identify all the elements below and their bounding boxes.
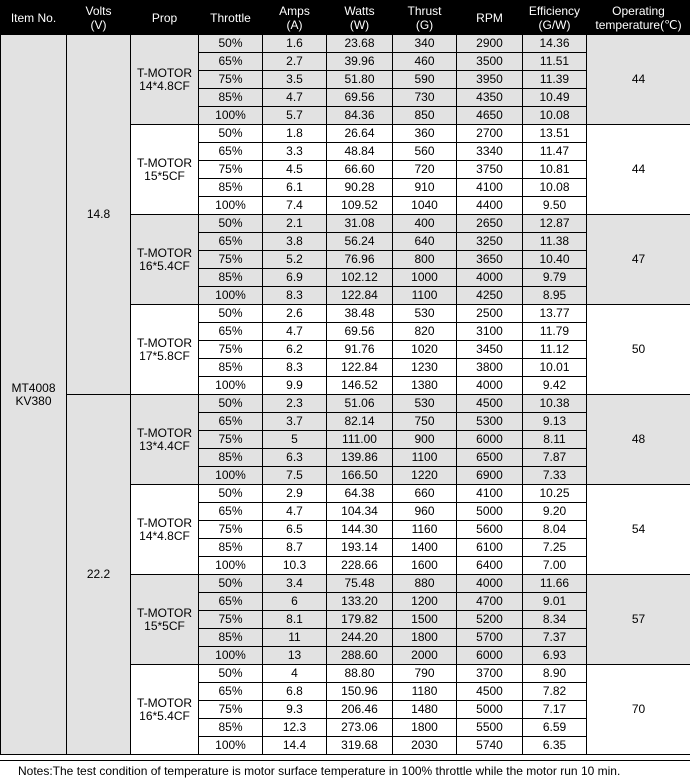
- volts-cell: 22.2: [67, 395, 131, 755]
- thrust-cell: 1160: [393, 521, 457, 539]
- amps-cell: 4.7: [263, 89, 327, 107]
- throttle-cell: 85%: [199, 539, 263, 557]
- table-body: [1, 35, 690, 755]
- efficiency-cell: 8.04: [523, 521, 587, 539]
- thrust-cell: 400: [393, 215, 457, 233]
- amps-cell: 5: [263, 431, 327, 449]
- watts-cell: 76.96: [327, 251, 393, 269]
- amps-cell: 4: [263, 665, 327, 683]
- throttle-cell: 100%: [199, 737, 263, 755]
- throttle-cell: 65%: [199, 233, 263, 251]
- amps-cell: 11: [263, 629, 327, 647]
- watts-cell: 319.68: [327, 737, 393, 755]
- thrust-cell: 360: [393, 125, 457, 143]
- amps-cell: 2.3: [263, 395, 327, 413]
- watts-cell: 111.00: [327, 431, 393, 449]
- throttle-cell: 85%: [199, 719, 263, 737]
- throttle-cell: 85%: [199, 629, 263, 647]
- rpm-cell: 4100: [457, 179, 523, 197]
- efficiency-cell: 9.50: [523, 197, 587, 215]
- rpm-cell: 4700: [457, 593, 523, 611]
- thrust-cell: 590: [393, 71, 457, 89]
- temperature-cell: 54: [587, 485, 690, 575]
- rpm-cell: 4650: [457, 107, 523, 125]
- rpm-cell: 3250: [457, 233, 523, 251]
- rpm-cell: 3650: [457, 251, 523, 269]
- watts-cell: 206.46: [327, 701, 393, 719]
- watts-cell: 82.14: [327, 413, 393, 431]
- thrust-cell: 530: [393, 305, 457, 323]
- model-cell: MT4008 KV380: [1, 35, 67, 755]
- throttle-cell: 100%: [199, 287, 263, 305]
- amps-cell: 8.3: [263, 287, 327, 305]
- header-watts: Watts (W): [327, 1, 393, 35]
- rpm-cell: 6000: [457, 431, 523, 449]
- amps-cell: 4.7: [263, 323, 327, 341]
- amps-cell: 13: [263, 647, 327, 665]
- watts-cell: 38.48: [327, 305, 393, 323]
- thrust-cell: 900: [393, 431, 457, 449]
- watts-cell: 273.06: [327, 719, 393, 737]
- rpm-cell: 3450: [457, 341, 523, 359]
- amps-cell: 6.1: [263, 179, 327, 197]
- throttle-cell: 85%: [199, 269, 263, 287]
- thrust-cell: 660: [393, 485, 457, 503]
- efficiency-cell: 11.12: [523, 341, 587, 359]
- thrust-cell: 1040: [393, 197, 457, 215]
- thrust-cell: 800: [393, 251, 457, 269]
- thrust-cell: 2000: [393, 647, 457, 665]
- thrust-cell: 960: [393, 503, 457, 521]
- rpm-cell: 4400: [457, 197, 523, 215]
- efficiency-cell: 7.87: [523, 449, 587, 467]
- efficiency-cell: 13.51: [523, 125, 587, 143]
- throttle-cell: 65%: [199, 503, 263, 521]
- thrust-cell: 460: [393, 53, 457, 71]
- watts-cell: 146.52: [327, 377, 393, 395]
- amps-cell: 2.6: [263, 305, 327, 323]
- rpm-cell: 3340: [457, 143, 523, 161]
- throttle-cell: 75%: [199, 71, 263, 89]
- thrust-cell: 1230: [393, 359, 457, 377]
- amps-cell: 6.2: [263, 341, 327, 359]
- rpm-cell: 2500: [457, 305, 523, 323]
- efficiency-cell: 10.01: [523, 359, 587, 377]
- amps-cell: 9.3: [263, 701, 327, 719]
- throttle-cell: 85%: [199, 449, 263, 467]
- throttle-cell: 85%: [199, 359, 263, 377]
- thrust-cell: 1400: [393, 539, 457, 557]
- efficiency-cell: 9.01: [523, 593, 587, 611]
- amps-cell: 5.7: [263, 107, 327, 125]
- thrust-cell: 1100: [393, 449, 457, 467]
- temperature-cell: 50: [587, 305, 690, 395]
- throttle-cell: 75%: [199, 341, 263, 359]
- throttle-cell: 75%: [199, 611, 263, 629]
- throttle-cell: 65%: [199, 593, 263, 611]
- thrust-cell: 730: [393, 89, 457, 107]
- prop-cell: T-MOTOR 14*4.8CF: [131, 35, 199, 125]
- efficiency-cell: 6.93: [523, 647, 587, 665]
- efficiency-cell: 7.00: [523, 557, 587, 575]
- thrust-cell: 1220: [393, 467, 457, 485]
- watts-cell: 91.76: [327, 341, 393, 359]
- efficiency-cell: 10.08: [523, 107, 587, 125]
- watts-cell: 31.08: [327, 215, 393, 233]
- efficiency-cell: 10.25: [523, 485, 587, 503]
- watts-cell: 193.14: [327, 539, 393, 557]
- watts-cell: 39.96: [327, 53, 393, 71]
- efficiency-cell: 9.42: [523, 377, 587, 395]
- amps-cell: 10.3: [263, 557, 327, 575]
- volts-cell: 14.8: [67, 35, 131, 395]
- prop-cell: T-MOTOR 16*5.4CF: [131, 665, 199, 755]
- rpm-cell: 6500: [457, 449, 523, 467]
- thrust-cell: 1800: [393, 629, 457, 647]
- throttle-cell: 50%: [199, 575, 263, 593]
- rpm-cell: 3700: [457, 665, 523, 683]
- amps-cell: 8.7: [263, 539, 327, 557]
- thrust-cell: 880: [393, 575, 457, 593]
- watts-cell: 69.56: [327, 89, 393, 107]
- rpm-cell: 2900: [457, 35, 523, 53]
- thrust-cell: 820: [393, 323, 457, 341]
- thrust-cell: 340: [393, 35, 457, 53]
- throttle-cell: 50%: [199, 125, 263, 143]
- table-row: [1, 395, 690, 413]
- temperature-cell: 70: [587, 665, 690, 755]
- efficiency-cell: 7.25: [523, 539, 587, 557]
- rpm-cell: 5500: [457, 719, 523, 737]
- thrust-cell: 750: [393, 413, 457, 431]
- throttle-cell: 100%: [199, 557, 263, 575]
- efficiency-cell: 8.11: [523, 431, 587, 449]
- amps-cell: 3.4: [263, 575, 327, 593]
- amps-cell: 2.9: [263, 485, 327, 503]
- throttle-cell: 75%: [199, 251, 263, 269]
- throttle-cell: 50%: [199, 215, 263, 233]
- efficiency-cell: 11.79: [523, 323, 587, 341]
- throttle-cell: 50%: [199, 395, 263, 413]
- rpm-cell: 6900: [457, 467, 523, 485]
- throttle-cell: 75%: [199, 161, 263, 179]
- thrust-cell: 560: [393, 143, 457, 161]
- rpm-cell: 5000: [457, 503, 523, 521]
- table-header: [1, 1, 690, 35]
- temperature-cell: 44: [587, 35, 690, 125]
- thrust-cell: 1100: [393, 287, 457, 305]
- watts-cell: 75.48: [327, 575, 393, 593]
- throttle-cell: 50%: [199, 35, 263, 53]
- watts-cell: 109.52: [327, 197, 393, 215]
- efficiency-cell: 11.66: [523, 575, 587, 593]
- thrust-cell: 1500: [393, 611, 457, 629]
- thrust-cell: 1380: [393, 377, 457, 395]
- thrust-cell: 1600: [393, 557, 457, 575]
- header-item-no: Item No.: [1, 1, 67, 35]
- efficiency-cell: 9.20: [523, 503, 587, 521]
- efficiency-cell: 11.39: [523, 71, 587, 89]
- header-temperature: Operating temperature(℃): [587, 1, 690, 35]
- header-volts: Volts (V): [67, 1, 131, 35]
- efficiency-cell: 9.79: [523, 269, 587, 287]
- rpm-cell: 5740: [457, 737, 523, 755]
- amps-cell: 4.5: [263, 161, 327, 179]
- watts-cell: 90.28: [327, 179, 393, 197]
- header-efficiency: Efficiency (G/W): [523, 1, 587, 35]
- temperature-cell: 47: [587, 215, 690, 305]
- temperature-cell: 44: [587, 125, 690, 215]
- throttle-cell: 75%: [199, 521, 263, 539]
- throttle-cell: 100%: [199, 197, 263, 215]
- thrust-cell: 720: [393, 161, 457, 179]
- rpm-cell: 3950: [457, 71, 523, 89]
- amps-cell: 2.7: [263, 53, 327, 71]
- thrust-cell: 850: [393, 107, 457, 125]
- thrust-cell: 1200: [393, 593, 457, 611]
- temperature-cell: 48: [587, 395, 690, 485]
- header-amps: Amps (A): [263, 1, 327, 35]
- thrust-cell: 2030: [393, 737, 457, 755]
- rpm-cell: 4500: [457, 395, 523, 413]
- watts-cell: 26.64: [327, 125, 393, 143]
- amps-cell: 3.5: [263, 71, 327, 89]
- prop-cell: T-MOTOR 15*5CF: [131, 575, 199, 665]
- watts-cell: 133.20: [327, 593, 393, 611]
- rpm-cell: 4100: [457, 485, 523, 503]
- header-thrust: Thrust (G): [393, 1, 457, 35]
- amps-cell: 3.7: [263, 413, 327, 431]
- amps-cell: 6.3: [263, 449, 327, 467]
- watts-cell: 48.84: [327, 143, 393, 161]
- amps-cell: 7.5: [263, 467, 327, 485]
- thrust-cell: 790: [393, 665, 457, 683]
- prop-cell: T-MOTOR 15*5CF: [131, 125, 199, 215]
- throttle-cell: 65%: [199, 143, 263, 161]
- efficiency-cell: 7.33: [523, 467, 587, 485]
- watts-cell: 179.82: [327, 611, 393, 629]
- rpm-cell: 5300: [457, 413, 523, 431]
- throttle-cell: 65%: [199, 323, 263, 341]
- watts-cell: 139.86: [327, 449, 393, 467]
- amps-cell: 8.3: [263, 359, 327, 377]
- rpm-cell: 4000: [457, 575, 523, 593]
- watts-cell: 88.80: [327, 665, 393, 683]
- efficiency-cell: 10.40: [523, 251, 587, 269]
- watts-cell: 104.34: [327, 503, 393, 521]
- throttle-cell: 85%: [199, 89, 263, 107]
- watts-cell: 66.60: [327, 161, 393, 179]
- header-throttle: Throttle: [199, 1, 263, 35]
- table-row: [1, 35, 690, 53]
- amps-cell: 6.8: [263, 683, 327, 701]
- amps-cell: 3.3: [263, 143, 327, 161]
- watts-cell: 102.12: [327, 269, 393, 287]
- amps-cell: 4.7: [263, 503, 327, 521]
- watts-cell: 122.84: [327, 359, 393, 377]
- efficiency-cell: 11.38: [523, 233, 587, 251]
- efficiency-cell: 10.38: [523, 395, 587, 413]
- amps-cell: 1.8: [263, 125, 327, 143]
- rpm-cell: 6000: [457, 647, 523, 665]
- watts-cell: 228.66: [327, 557, 393, 575]
- watts-cell: 51.06: [327, 395, 393, 413]
- efficiency-cell: 10.08: [523, 179, 587, 197]
- rpm-cell: 5700: [457, 629, 523, 647]
- thrust-cell: 1020: [393, 341, 457, 359]
- thrust-cell: 1000: [393, 269, 457, 287]
- throttle-cell: 85%: [199, 179, 263, 197]
- watts-cell: 23.68: [327, 35, 393, 53]
- throttle-cell: 50%: [199, 665, 263, 683]
- amps-cell: 14.4: [263, 737, 327, 755]
- amps-cell: 6.9: [263, 269, 327, 287]
- efficiency-cell: 8.34: [523, 611, 587, 629]
- throttle-cell: 65%: [199, 53, 263, 71]
- prop-cell: T-MOTOR 14*4.8CF: [131, 485, 199, 575]
- thrust-cell: 640: [393, 233, 457, 251]
- efficiency-cell: 6.35: [523, 737, 587, 755]
- rpm-cell: 5600: [457, 521, 523, 539]
- thrust-cell: 1180: [393, 683, 457, 701]
- rpm-cell: 6100: [457, 539, 523, 557]
- rpm-cell: 4000: [457, 377, 523, 395]
- throttle-cell: 50%: [199, 305, 263, 323]
- notes-footer: Notes:The test condition of temperature is motor surface temperature in 100% throttle while the motor run 10 min.: [0, 760, 690, 780]
- throttle-cell: 100%: [199, 107, 263, 125]
- watts-cell: 56.24: [327, 233, 393, 251]
- amps-cell: 9.9: [263, 377, 327, 395]
- efficiency-cell: 10.49: [523, 89, 587, 107]
- amps-cell: 8.1: [263, 611, 327, 629]
- thrust-cell: 910: [393, 179, 457, 197]
- watts-cell: 69.56: [327, 323, 393, 341]
- throttle-cell: 75%: [199, 431, 263, 449]
- prop-cell: T-MOTOR 17*5.8CF: [131, 305, 199, 395]
- amps-cell: 7.4: [263, 197, 327, 215]
- amps-cell: 5.2: [263, 251, 327, 269]
- throttle-cell: 100%: [199, 647, 263, 665]
- efficiency-cell: 9.13: [523, 413, 587, 431]
- rpm-cell: 2700: [457, 125, 523, 143]
- watts-cell: 122.84: [327, 287, 393, 305]
- efficiency-cell: 14.36: [523, 35, 587, 53]
- prop-cell: T-MOTOR 13*4.4CF: [131, 395, 199, 485]
- header-prop: Prop: [131, 1, 199, 35]
- rpm-cell: 3800: [457, 359, 523, 377]
- efficiency-cell: 12.87: [523, 215, 587, 233]
- amps-cell: 1.6: [263, 35, 327, 53]
- amps-cell: 2.1: [263, 215, 327, 233]
- efficiency-cell: 7.37: [523, 629, 587, 647]
- watts-cell: 244.20: [327, 629, 393, 647]
- throttle-cell: 75%: [199, 701, 263, 719]
- efficiency-cell: 7.17: [523, 701, 587, 719]
- rpm-cell: 2650: [457, 215, 523, 233]
- prop-cell: T-MOTOR 16*5.4CF: [131, 215, 199, 305]
- rpm-cell: 4250: [457, 287, 523, 305]
- thrust-cell: 1480: [393, 701, 457, 719]
- rpm-cell: 3750: [457, 161, 523, 179]
- rpm-cell: 4350: [457, 89, 523, 107]
- watts-cell: 150.96: [327, 683, 393, 701]
- efficiency-cell: 7.82: [523, 683, 587, 701]
- throttle-cell: 65%: [199, 683, 263, 701]
- watts-cell: 84.36: [327, 107, 393, 125]
- header-rpm: RPM: [457, 1, 523, 35]
- amps-cell: 6.5: [263, 521, 327, 539]
- rpm-cell: 4000: [457, 269, 523, 287]
- rpm-cell: 5000: [457, 701, 523, 719]
- watts-cell: 166.50: [327, 467, 393, 485]
- temperature-cell: 57: [587, 575, 690, 665]
- watts-cell: 51.80: [327, 71, 393, 89]
- watts-cell: 288.60: [327, 647, 393, 665]
- efficiency-cell: 11.51: [523, 53, 587, 71]
- amps-cell: 6: [263, 593, 327, 611]
- thrust-cell: 530: [393, 395, 457, 413]
- rpm-cell: 6400: [457, 557, 523, 575]
- thrust-cell: 1800: [393, 719, 457, 737]
- rpm-cell: 4500: [457, 683, 523, 701]
- amps-cell: 12.3: [263, 719, 327, 737]
- throttle-cell: 65%: [199, 413, 263, 431]
- efficiency-cell: 10.81: [523, 161, 587, 179]
- rpm-cell: 3100: [457, 323, 523, 341]
- efficiency-cell: 6.59: [523, 719, 587, 737]
- throttle-cell: 100%: [199, 377, 263, 395]
- efficiency-cell: 13.77: [523, 305, 587, 323]
- efficiency-cell: 8.90: [523, 665, 587, 683]
- rpm-cell: 3500: [457, 53, 523, 71]
- watts-cell: 64.38: [327, 485, 393, 503]
- throttle-cell: 50%: [199, 485, 263, 503]
- efficiency-cell: 8.95: [523, 287, 587, 305]
- watts-cell: 144.30: [327, 521, 393, 539]
- amps-cell: 3.8: [263, 233, 327, 251]
- throttle-cell: 100%: [199, 467, 263, 485]
- efficiency-cell: 11.47: [523, 143, 587, 161]
- rpm-cell: 5200: [457, 611, 523, 629]
